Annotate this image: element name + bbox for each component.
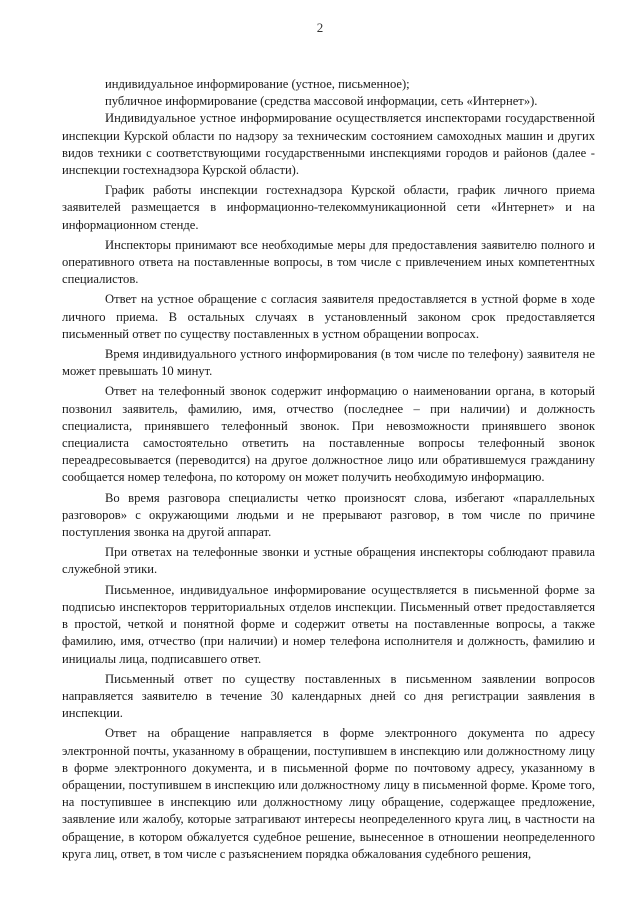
paragraph-4: График работы инспекции гостехнадзора Курской области, график личного приема заявителей размещается в информационно-телекоммуникационной сети «Интернет» и на информационном стенде. (62, 183, 595, 232)
paragraph-7: Время индивидуального устного информирования (в том числе по телефону) заявителя не может превышать 10 минут. (62, 347, 595, 379)
paragraph-9: Во время разговора специалисты четко произносят слова, избегают «параллельных разговоров» с окружающими людьми и не прерывают разговор, в том числе по причине поступления звонка на другой аппарат. (62, 490, 595, 540)
paragraph-3: Индивидуальное устное информирование осуществляется инспекторами государственной инспекции Курской области по надзору за техническим состоянием самоходных машин и других видов техники с соответствующими государственными инспекциями городов и районов (далее - инспекции гостехнадзора Курской области). (62, 111, 595, 178)
paragraph-6: Ответ на устное обращение с согласия заявителя предоставляется в устной форме в ходе личного приема. В остальных случаях в установленный законом срок предоставляется письменный ответ по существу поставленных в устном обращении вопросах. (62, 292, 595, 341)
paragraph-5: Инспекторы принимают все необходимые меры для предоставления заявителю полного и оперативного ответа на поставленные вопросы, в том числе с привлечением иных компетентных специалистов. (62, 237, 595, 287)
paragraph-11: Письменное, индивидуальное информирование осуществляется в письменной форме за подписью инспекторов территориальных отделов инспекции. Письменный ответ предоставляется в простой, четкой и понятной форме и содержит ответы на поставленные вопросы, а также фамилию, имя, отчество (при наличии) и номер телефона исполнителя и должность, фамилию и инициалы лица, подписавшего ответ. (62, 582, 595, 666)
document-body (62, 76, 595, 863)
paragraph-10: При ответах на телефонные звонки и устные обращения инспекторы соблюдают правила служебной этики. (62, 545, 595, 577)
paragraph-8: Ответ на телефонный звонок содержит информацию о наименовании органа, в который позвонил заявитель, фамилию, имя, отчество (последнее – при наличии) и должность специалиста, принявшего телефонный звонок. При невозможности принявшего звонок специалиста самостоятельно ответить на поставленные вопросы телефонный звонок переадресовывается (переводится) на другое должностное лицо или обратившемуся гражданину сообщается номер телефона, по которому он может получить необходимую информацию. (62, 384, 595, 485)
page-number: 2 (316, 20, 324, 35)
paragraph-13: Ответ на обращение направляется в форме электронного документа по адресу электронной почты, указанному в обращении, поступившем в инспекцию или должностному лицу в форме электронного документа, и в письменной форме по почтовому адресу, указанному в обращении, поступившем в инспекцию или должностному лицу в письменной форме. Кроме того, на поступившее в инспекцию или должностному лицу обращение, содержащее предложение, заявление или жалобу, которые затрагивают интересы неопределенного круга лиц, в частности на обращение, в котором обжалуется судебное решение, вынесенное в отношении неопределенного круга лиц, ответ, в том числе с разъяснением порядка обжалования судебного решения, (62, 726, 595, 861)
paragraph-2: публичное информирование (средства массовой информации, сеть «Интернет»). (105, 94, 538, 109)
paragraph-12: Письменный ответ по существу поставленных в письменном заявлении вопросов направляется заявителю в течение 30 календарных дней со дня регистрации заявления в инспекции. (62, 671, 595, 721)
paragraph-1: индивидуальное информирование (устное, письменное); (105, 77, 410, 91)
